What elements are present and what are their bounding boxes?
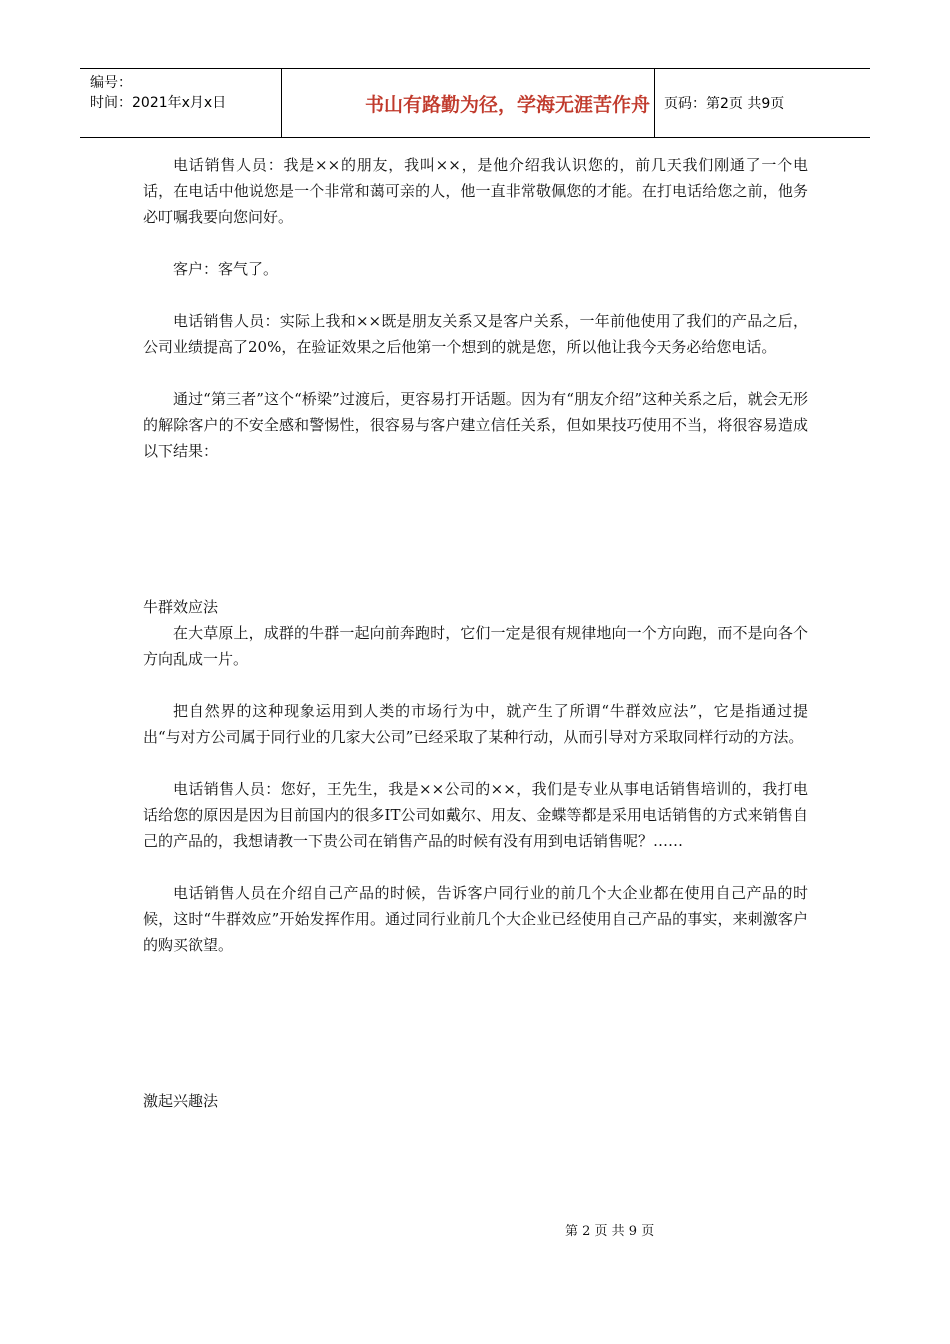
paragraph: 通过“第三者”这个“桥梁”过渡后，更容易打开话题。因为有“朋友介绍”这种关系之后，就会无形的解除客户的不安全感和警惕性，很容易与客户建立信任关系，但如果技巧使用不当，将很容易造成以下结果：: [143, 390, 808, 460]
paragraph: 电话销售人员在介绍自己产品的时候，告诉客户同行业的前几个大企业都在使用自己产品的时候，这时“牛群效应”开始发挥作用。通过同行业前几个大企业已经使用自己产品的事实，来刺激客户的购买欲望。: [143, 884, 808, 954]
paragraph: 电话销售人员：实际上我和××既是朋友关系又是客户关系，一年前他使用了我们的产品之后，公司业绩提高了20%，在验证效果之后他第一个想到的就是您，所以他让我今天务必给您电话。: [143, 312, 808, 356]
paragraph: 客户：客气了。: [173, 260, 279, 278]
page-header: [80, 68, 870, 138]
document-number-label: 编号：: [90, 75, 132, 91]
section-heading: 牛群效应法: [143, 598, 219, 616]
spacer: [143, 490, 808, 594]
header-page-label: 页码：第2页 共9页: [664, 96, 785, 112]
paragraph: 把自然界的这种现象运用到人类的市场行为中，就产生了所谓“牛群效应法”，它是指通过提出“与对方公司属于同行业的几家大公司”已经采取了某种行动，从而引导对方采取同样行动的方法。: [143, 702, 808, 746]
page-footer: 第 2 页 共 9 页: [565, 1224, 655, 1239]
section-heading: 激起兴趣法: [143, 1092, 219, 1110]
paragraph: 电话销售人员：我是××的朋友，我叫××，是他介绍我认识您的，前几天我们刚通了一个电话，在电话中他说您是一个非常和蔼可亲的人，他一直非常敬佩您的才能。在打电话给您之前，他务必叮嘱我要向您问好。: [143, 156, 808, 226]
document-body: [143, 152, 808, 1114]
paragraph: 电话销售人员：您好，王先生，我是××公司的××，我们是专业从事电话销售培训的，我打电话给您的原因是因为目前国内的很多IT公司如戴尔、用友、金蝶等都是采用电话销售的方式来销售自己的产品的，我想请教一下贵公司在销售产品的时候有没有用到电话销售呢？……: [143, 780, 808, 850]
header-motto: 书山有路勤为径，学海无涯苦作舟: [364, 93, 650, 116]
spacer: [143, 984, 808, 1088]
paragraph: 在大草原上，成群的牛群一起向前奔跑时，它们一定是很有规律地向一个方向跑，而不是向各个方向乱成一片。: [143, 624, 808, 668]
header-divider-right: [654, 69, 655, 137]
document-date-label: 时间：2021年x月x日: [90, 95, 227, 111]
header-meta: [90, 73, 280, 113]
